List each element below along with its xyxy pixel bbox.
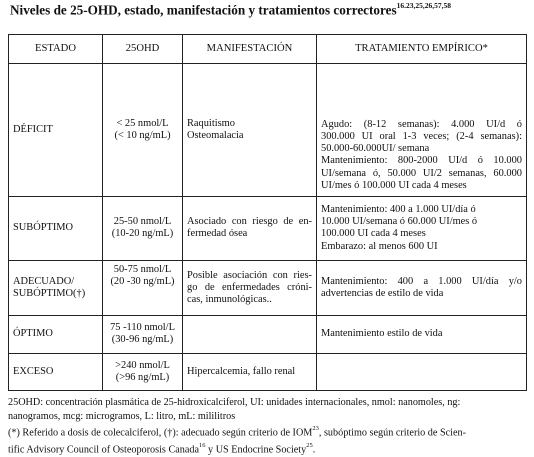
tratamiento-line: 10.000 UI/semana ó 60.000 UI/mes ó [321,216,478,228]
header-tratamiento: TRATAMIENTO EMPÍRICO* [317,35,527,64]
row-optimo-manifestacion [183,316,317,353]
table-row [9,316,527,353]
manifestacion-line: cas, inmunológicas.. [187,294,272,306]
ohd-nmol: 25-50 nmol/L [113,216,172,228]
row-exceso-estado: EXCESO [9,353,103,390]
footnote-line: 25OHD: concentración plasmática de 25-hidroxicalciferol, UI: unidades internacionales, nmol: nanomoles, ng: [8,397,461,408]
ohd-ng: (10-20 ng/mL) [111,228,174,240]
table-row [9,353,527,390]
row-deficit-25ohd [103,63,183,196]
ohd-ng: (>96 ng/mL) [115,371,170,383]
row-suboptimo-25ohd [103,196,183,260]
ohd-nmol: >240 nmol/L [115,359,170,371]
row-adecuado-tratamiento [317,260,527,315]
row-optimo-estado: ÓPTIMO [9,316,103,353]
footnote-text: . [312,444,316,456]
ohd-ng: (30-96 ng/mL) [111,334,174,346]
tratamiento-line: UI/semana ó, 50.000 UI/2 semanas, 60.000 [321,167,522,179]
manifestacion-line: go de enfermedades cróni- [187,282,312,294]
manifestacion-line: Osteomalacia [187,129,244,141]
manifestacion-line: Raquitismo [187,117,235,129]
table-header-row [9,35,527,64]
footnote-text: , subóptimo según criterio de Scien- [318,427,466,439]
table-row [9,196,527,260]
row-suboptimo-estado: SUBÓPTIMO [9,196,103,260]
row-deficit-estado: DÉFICIT [9,63,103,196]
table-footnotes [8,396,528,457]
estado-line: SUBÓPTIMO(†) [13,288,86,300]
row-exceso-tratamiento [317,353,527,390]
row-adecuado-estado [9,260,103,315]
tratamiento-line: 300.000 UI oral 1-3 veces; (2-4 semanas): [321,130,522,142]
ohd-ng: (< 10 ng/mL) [114,129,171,141]
row-deficit-tratamiento [317,63,527,196]
table-row [9,63,527,196]
table-row [9,260,527,315]
tratamiento-line: Mantenimiento: 800-2000 UI/d ó 10.000 [321,155,522,167]
footnote-ref: 25 [306,442,313,450]
ohd-nmol: 50-75 nmol/L [113,263,172,275]
row-exceso-manifestacion: Hipercalcemia, fallo renal [183,353,317,390]
estado-line: ADECUADO/ [13,275,75,287]
manifestacion-line: Posible asociación con ries- [187,269,312,281]
table-title [10,2,530,18]
row-deficit-manifestacion [183,63,317,196]
table-title-text: Niveles de 25-OHD, estado, manifestación y tratamientos correctores [10,2,397,18]
ohd-nmol: < 25 nmol/L [116,117,169,129]
tratamiento-line: 100.000 UI cada 4 meses [321,228,426,240]
tratamiento-line: UI/mes ó 100.000 UI cada 4 meses [321,179,467,191]
footnote-line: nanogramos, mcg: microgramos, L: litro, mL: mililitros [8,410,236,422]
row-optimo-tratamiento: Mantenimiento estilo de vida [317,316,527,353]
footnote-ref: 16 [199,442,206,450]
tratamiento-line: Embarazo: al menos 600 UI [321,240,438,252]
row-suboptimo-tratamiento [317,196,527,260]
manifestacion-line: Asociado con riesgo de en- [187,216,312,228]
footnote-criteria [8,423,528,457]
title-references: 16.23,25,26,57,58 [396,1,451,10]
ohd-nmol: 75 -110 nmol/L [110,322,175,334]
row-adecuado-25ohd [103,260,183,315]
ohd-ng: (20 -30 ng/mL) [110,276,175,288]
row-optimo-25ohd [103,316,183,353]
header-manifestacion: MANIFESTACIÓN [183,35,317,64]
row-exceso-25ohd [103,353,183,390]
row-suboptimo-manifestacion [183,196,317,260]
manifestacion-line: fermedad ósea [187,228,248,240]
footnote-text: (*) Referido a dosis de colecalciferol, (†): adecuado según criterio de IOM [8,427,313,439]
footnote-ref: 23 [312,425,319,433]
footnote-abbreviations [8,396,528,423]
tratamiento-line: Agudo: (8-12 semanas): 4.000 UI/d ó [321,118,522,130]
tratamiento-line: advertencias de estilo de vida [321,288,444,300]
header-estado: ESTADO [9,35,103,64]
row-adecuado-manifestacion [183,260,317,315]
tratamiento-line: 50.000-60.000UI/ semana [321,143,430,155]
header-25ohd: 25OHD [103,35,183,64]
tratamiento-line: Mantenimiento: 400 a 1.000 UI/día ó [321,204,476,216]
tratamiento-line: Mantenimiento: 400 a 1.000 UI/día y/o [321,275,522,287]
footnote-text: tific Advisory Council of Osteoporosis Canada [8,444,199,456]
footnote-text: y US Endocrine Society [205,444,307,456]
vitamin-d-table [8,34,527,391]
